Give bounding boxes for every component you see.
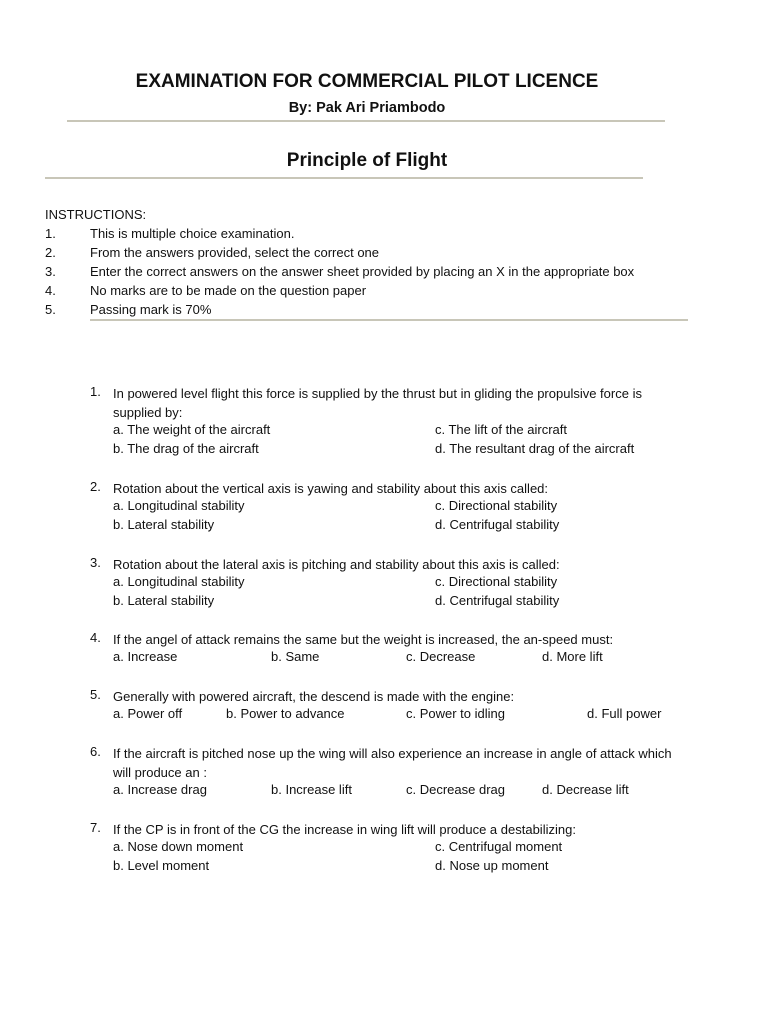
question-number: 6. bbox=[90, 744, 101, 759]
instruction-text: This is multiple choice examination. bbox=[90, 226, 295, 241]
instruction-number: 4. bbox=[45, 283, 56, 298]
question-number: 1. bbox=[90, 384, 101, 399]
exam-title: EXAMINATION FOR COMMERCIAL PILOT LICENCE bbox=[135, 71, 599, 92]
answer-option: b. Same bbox=[271, 649, 320, 664]
answer-option: d. More lift bbox=[542, 649, 603, 664]
answer-option: a. The weight of the aircraft bbox=[113, 422, 271, 437]
instruction-number: 5. bbox=[45, 302, 56, 317]
question-number: 3. bbox=[90, 555, 101, 570]
answer-option: a. Longitudinal stability bbox=[113, 574, 245, 589]
answer-option: d. The resultant drag of the aircraft bbox=[435, 441, 635, 456]
question-text: If the aircraft is pitched nose up the wing will also experience an increase in angle of attack which will produce an : bbox=[113, 746, 672, 780]
question-number: 2. bbox=[90, 479, 101, 494]
instruction-number: 1. bbox=[45, 226, 56, 241]
answer-option: d. Centrifugal stability bbox=[435, 593, 560, 608]
subject-divider bbox=[45, 177, 643, 179]
answer-option: b. Power to advance bbox=[226, 706, 345, 721]
answer-option: c. Directional stability bbox=[435, 498, 558, 513]
answer-option: a. Nose down moment bbox=[113, 839, 244, 854]
answer-option: c. Decrease drag bbox=[406, 782, 505, 797]
question-text: If the angel of attack remains the same but the weight is increased, the an-speed must: bbox=[113, 632, 614, 647]
title-divider bbox=[67, 120, 665, 122]
answer-option: d. Nose up moment bbox=[435, 858, 549, 873]
answer-option: c. Centrifugal moment bbox=[435, 839, 563, 854]
answer-option: a. Increase drag bbox=[113, 782, 207, 797]
answer-option: b. Lateral stability bbox=[113, 517, 215, 532]
question-text: Generally with powered aircraft, the descend is made with the engine: bbox=[113, 689, 515, 704]
answer-option: c. Power to idling bbox=[406, 706, 505, 721]
answer-option: c. Directional stability bbox=[435, 574, 558, 589]
instruction-text: From the answers provided, select the correct one bbox=[90, 245, 380, 260]
question-text: If the CP is in front of the CG the increase in wing lift will produce a destabilizing: bbox=[113, 822, 576, 837]
question-number: 5. bbox=[90, 687, 101, 702]
instruction-text: Passing mark is 70% bbox=[90, 302, 212, 317]
answer-option: a. Longitudinal stability bbox=[113, 498, 245, 513]
answer-option: b. The drag of the aircraft bbox=[113, 441, 259, 456]
answer-option: a. Power off bbox=[113, 706, 183, 721]
answer-option: b. Lateral stability bbox=[113, 593, 215, 608]
instructions-divider bbox=[90, 319, 688, 321]
instructions-heading: INSTRUCTIONS: bbox=[45, 207, 147, 222]
question-text: In powered level flight this force is supplied by the thrust but in gliding the propulsive force is supplied by: bbox=[113, 386, 642, 420]
author-line: By: Pak Ari Priambodo bbox=[288, 100, 446, 116]
answer-option: b. Increase lift bbox=[271, 782, 352, 797]
answer-option: c. Decrease bbox=[406, 649, 476, 664]
instruction-number: 3. bbox=[45, 264, 56, 279]
question-number: 4. bbox=[90, 630, 101, 645]
answer-option: b. Level moment bbox=[113, 858, 210, 873]
answer-option: d. Decrease lift bbox=[542, 782, 629, 797]
instruction-number: 2. bbox=[45, 245, 56, 260]
instruction-text: No marks are to be made on the question paper bbox=[90, 283, 367, 298]
question-text: Rotation about the lateral axis is pitching and stability about this axis is called: bbox=[113, 557, 560, 572]
instruction-text: Enter the correct answers on the answer sheet provided by placing an X in the appropriate box bbox=[90, 264, 635, 279]
question-number: 7. bbox=[90, 820, 101, 835]
answer-option: d. Full power bbox=[587, 706, 662, 721]
answer-option: a. Increase bbox=[113, 649, 178, 664]
subject-title: Principle of Flight bbox=[286, 150, 448, 171]
question-text: Rotation about the vertical axis is yawing and stability about this axis called: bbox=[113, 481, 549, 496]
answer-option: c. The lift of the aircraft bbox=[435, 422, 567, 437]
answer-option: d. Centrifugal stability bbox=[435, 517, 560, 532]
